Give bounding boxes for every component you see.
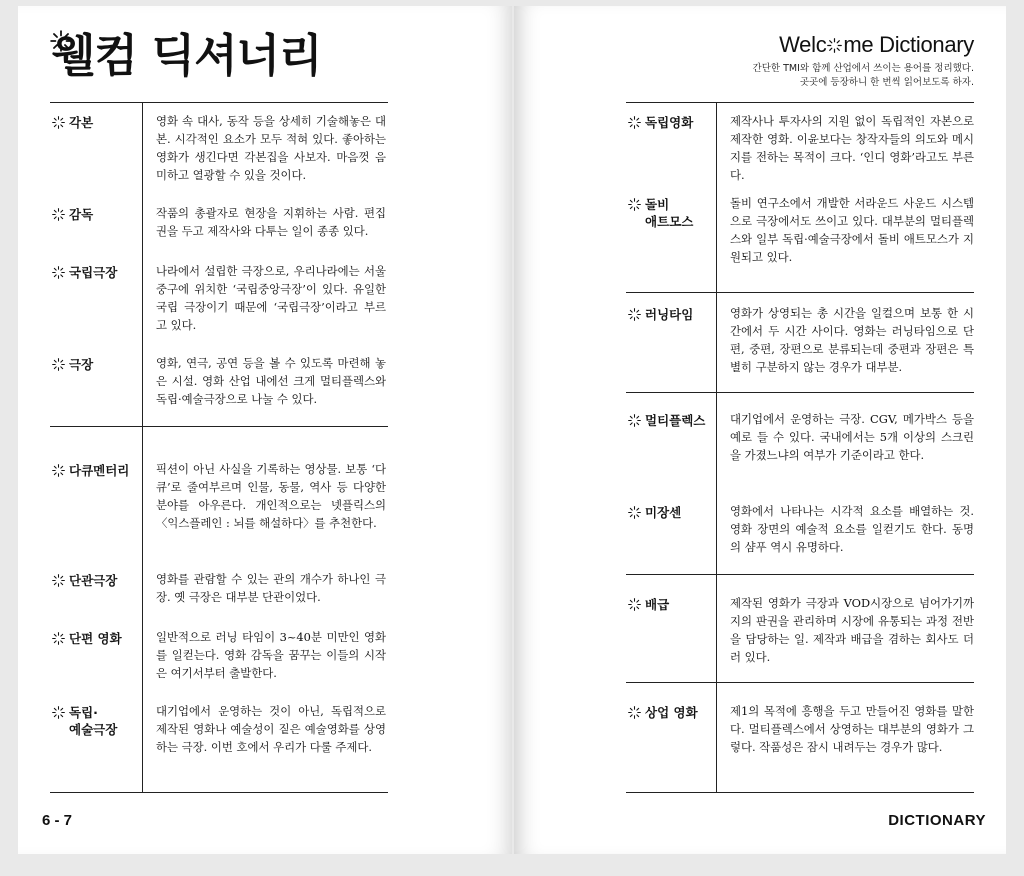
term-item: 러닝타임 — [628, 306, 693, 323]
page-subtitle: 간단한 TMI와 함께 산업에서 쓰이는 용어를 정리했다. 곳곳에 등장하니 한 번씩 읽어보도록 하자. — [752, 63, 974, 88]
term-item: 배급 — [628, 596, 669, 613]
sparkle-icon — [628, 706, 641, 719]
right-column-separator — [716, 102, 717, 792]
left-section-divider — [50, 426, 388, 427]
term-item: 국립극장 — [52, 264, 117, 281]
sparkle-icon — [52, 358, 65, 371]
right-divider — [626, 682, 974, 683]
term-item: 단관극장 — [52, 572, 117, 589]
definition-text: 영화, 연극, 공연 등을 볼 수 있도록 마련해 놓은 시설. 영화 산업 내에선 크게 멀티플렉스와 독립·예술극장으로 나눌 수 있다. — [156, 356, 386, 406]
term-item: 각본 — [52, 114, 93, 131]
definition-text: 영화를 관람할 수 있는 관의 개수가 하나인 극장. 옛 극장은 대부분 단관이었다. — [156, 572, 386, 604]
sparkle-icon — [827, 38, 842, 53]
term-item: 극장 — [52, 356, 93, 373]
term-item: 미장센 — [628, 504, 681, 521]
definition-text: 영화에서 나타나는 시각적 요소를 배열하는 것. 영화 장면의 예술적 요소를 일컫기도 한다. 동명의 샴푸 역시 유명하다. — [730, 504, 974, 554]
page-title-korean: 웰컴 딕셔너리 — [52, 29, 322, 82]
definition-text: 일반적으로 러닝 타임이 3~40분 미만인 영화를 일컫는다. 영화 감독을 꿈꾸는 이들의 시작은 여기서부터 출발한다. — [156, 630, 386, 680]
sparkle-icon — [52, 632, 65, 645]
page-number: 6 - 7 — [42, 812, 73, 829]
sparkle-icon — [52, 574, 65, 587]
definition-text: 영화가 상영되는 총 시간을 일컬으며 보통 한 시간에서 두 시간 사이다. 영화는 러닝타임으로 단편, 중편, 장편으로 분류되는데 중편과 장편은 특별히 구분하지 않는 경우가 대부분. — [730, 306, 974, 374]
right-page — [514, 6, 1006, 854]
term-item: 단편 영화 — [52, 630, 122, 647]
sparkle-icon — [628, 198, 641, 211]
sparkle-icon — [628, 414, 641, 427]
left-column-separator-bottom — [142, 426, 143, 792]
right-divider — [626, 574, 974, 575]
definition-text: 대기업에서 운영하는 것이 아닌, 독립적으로 제작된 영화나 예술성이 짙은 예술영화를 상영하는 극장. 이번 호에서 우리가 다룰 주제다. — [156, 704, 386, 754]
right-divider — [626, 392, 974, 393]
sparkle-icon — [52, 464, 65, 477]
definition-text: 제작사나 투자사의 지원 없이 독립적인 자본으로 제작한 영화. 이윤보다는 창작자들의 의도와 메시지를 전하는 목적이 크다. ‘인디 영화’라고도 부른다. — [730, 114, 974, 182]
sparkle-icon — [628, 506, 641, 519]
right-column-top-rule — [626, 102, 974, 103]
right-divider — [626, 292, 974, 293]
sparkle-icon — [52, 266, 65, 279]
definition-text: 돌비 연구소에서 개발한 서라운드 사운드 시스템으로 극장에서도 쓰이고 있다. 대부분의 멀티플렉스와 일부 독립·예술극장에서 돌비 애트모스가 지원되고 있다. — [730, 196, 974, 264]
sparkle-icon — [628, 116, 641, 129]
right-bottom-rule — [626, 792, 974, 793]
left-column-separator-top — [142, 102, 143, 426]
left-column-top-rule — [50, 102, 388, 103]
sparkle-icon — [628, 598, 641, 611]
term-item: 독립영화 — [628, 114, 693, 131]
definition-text: 대기업에서 운영하는 극장. CGV, 메가박스 등을 예로 들 수 있다. 국내에서는 5개 이상의 스크린을 가졌느냐의 여부가 기준이라고 한다. — [730, 412, 974, 462]
term-item: 감독 — [52, 206, 93, 223]
definition-text: 나라에서 설립한 극장으로, 우리나라에는 서울 중구에 위치한 ‘국립중앙극장’이 있다. 유일한 국립 극장이기 때문에 ‘국립극장’이라고 부르고 있다. — [156, 264, 386, 332]
section-label: DICTIONARY — [888, 812, 986, 829]
sparkle-icon — [628, 308, 641, 321]
sparkle-icon — [52, 706, 65, 719]
definition-text: 영화 속 대사, 동작 등을 상세히 기술해놓은 대본. 시각적인 요소가 모두 적혀 있다. 좋아하는 영화가 생긴다면 각본집을 사보자. 마음껏 음미하고 열광할 수 있을 것이다. — [156, 114, 386, 182]
definition-text: 제1의 목적에 흥행을 두고 만들어진 영화를 말한다. 멀티플렉스에서 상영하는 대부분의 영화가 그렇다. 작품성은 잠시 내려두는 경우가 많다. — [730, 704, 974, 754]
term-item: 독립· 예술극장 — [52, 704, 117, 738]
definition-text: 작품의 총괄자로 현장을 지휘하는 사람. 편집권을 두고 제작사와 다투는 일이 종종 있다. — [156, 206, 386, 238]
term-item: 다큐멘터리 — [52, 462, 129, 479]
term-item: 멀티플렉스 — [628, 412, 705, 429]
term-item: 돌비 애트모스 — [628, 196, 693, 230]
definition-text: 제작된 영화가 극장과 VOD시장으로 넘어가기까지의 판권을 관리하며 시장에 유통되는 과정 전반을 담당하는 일. 제작과 배급을 겸하는 회사도 더러 있다. — [730, 596, 974, 664]
sparkle-icon — [52, 116, 65, 129]
left-page — [18, 6, 512, 854]
page-title-english: Welc me Dictionary — [779, 32, 974, 57]
sparkle-icon — [52, 208, 65, 221]
left-bottom-rule — [50, 792, 388, 793]
definition-text: 픽션이 아닌 사실을 기록하는 영상물. 보통 ‘다큐’로 줄여부르며 인물, 동물, 역사 등 다양한 분야를 아우른다. 개인적으로는 넷플릭스의 〈익스플레인 : 뇌를 해설하다〉를 추천한다. — [156, 462, 386, 530]
term-item: 상업 영화 — [628, 704, 698, 721]
